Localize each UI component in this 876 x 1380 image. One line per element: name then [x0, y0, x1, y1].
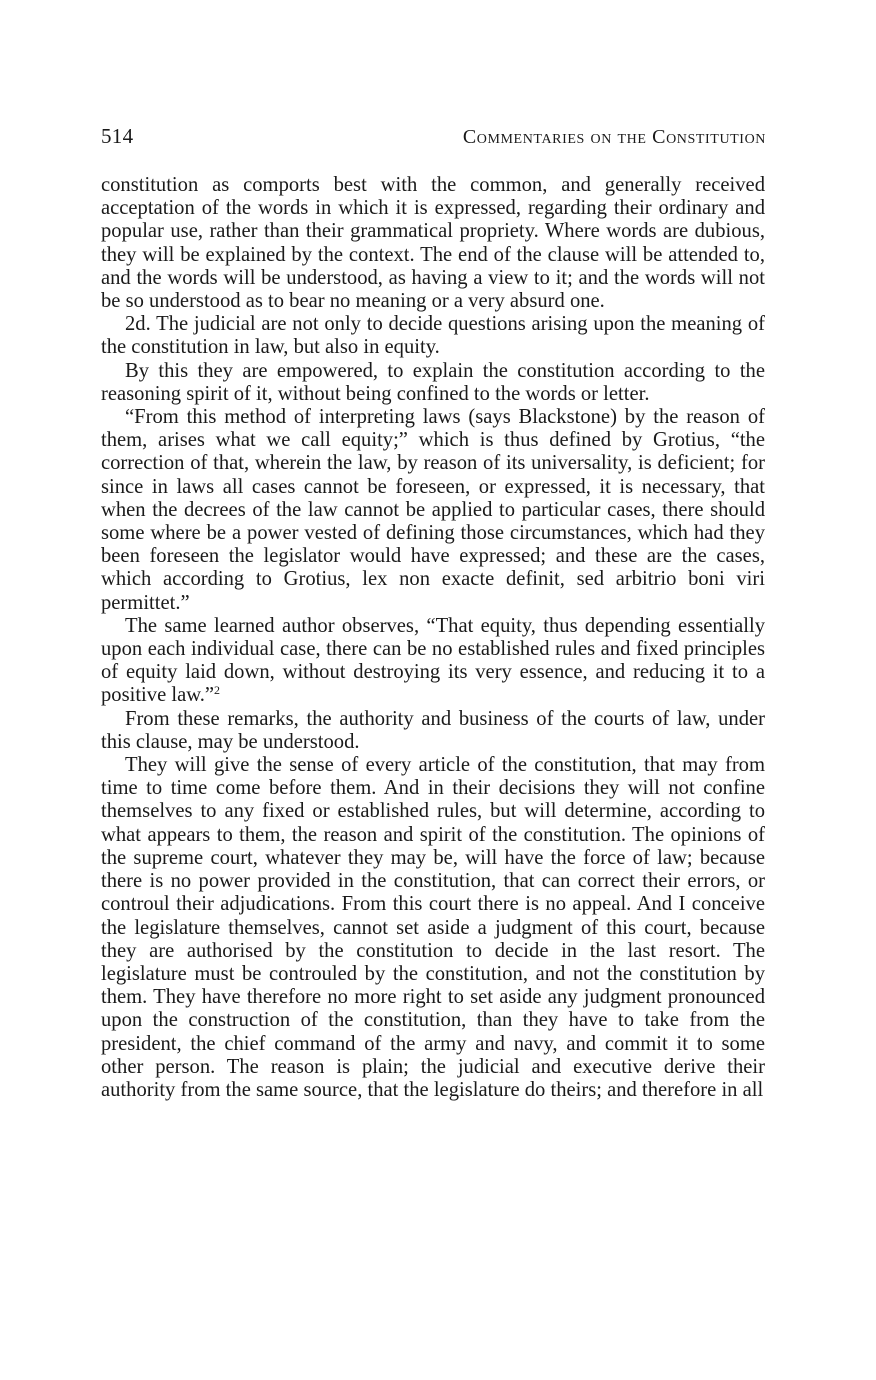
- running-title: Commentaries on the Constitution: [462, 126, 766, 148]
- paragraph: “From this method of interpreting laws (says Blackstone) by the reason of them, arises what we call equity;” which is thus defined by Grotius, “the correction of that, wherein the law, by reason of its universality, is deficient; for since in laws all cases cannot be foreseen, or expressed, it is necessary, that when the decrees of the law cannot be applied to particular cases, there should some where be a power vested of defining those circumstances, which had they been foreseen the legislator would have expressed; and these are the cases, which according to Grotius, lex non exacte definit, sed arbitrio boni viri permittet.”: [101, 406, 765, 614]
- paragraph: constitution as comports best with the common, and generally received acceptation of the words in which it is expressed, regarding their ordinary and popular use, rather than their grammatical propriety. Where words are dubious, they will be explained by the context. The end of the clause will be attended to, and the words will be understood, as having a view to it; and the words will not be so understood as to bear no meaning or a very absurd one.: [101, 174, 765, 313]
- paragraph: They will give the sense of every article of the constitution, that may from time to time come before them. And in their decisions they will not confine themselves to any fixed or established rules, but will determine, according to what appears to them, the reason and spirit of the constitution. The opinions of the supreme court, whatever they may be, will have the force of law; because there is no power provided in the constitution, that can correct their errors, or controul their adjudications. From this court there is no appeal. And I conceive the legislature themselves, cannot set aside a judgment of this court, because they are authorised by the constitution to decide in the last resort. The legislature must be controuled by the constitution, and not the constitution by them. They have therefore no more right to set aside any judgment pronounced upon the construction of the constitution, than they have to take from the president, the chief command of the army and navy, and commit it to some other person. The reason is plain; the judicial and executive derive their authority from the same source, that the legislature do theirs; and therefore in all: [101, 754, 765, 1101]
- page-header: [101, 124, 766, 149]
- body-text: [101, 174, 765, 1102]
- paragraph-text: The same learned author observes, “That equity, thus depending essentially upon each individual case, there can be no established rules and fixed principles of equity laid down, without destroying its very essence, and reducing it to a positive law.”: [101, 614, 765, 707]
- paragraph: 2d. The judicial are not only to decide questions arising upon the meaning of the constitution in law, but also in equity.: [101, 313, 765, 359]
- paragraph: From these remarks, the authority and business of the courts of law, under this clause, may be understood.: [101, 707, 765, 753]
- page-number: 514: [101, 124, 134, 148]
- paragraph-with-footnote: [101, 615, 765, 708]
- paragraph: By this they are empowered, to explain the constitution according to the reasoning spirit of it, without being confined to the words or letter.: [101, 359, 765, 405]
- footnote-marker: 2: [214, 683, 221, 698]
